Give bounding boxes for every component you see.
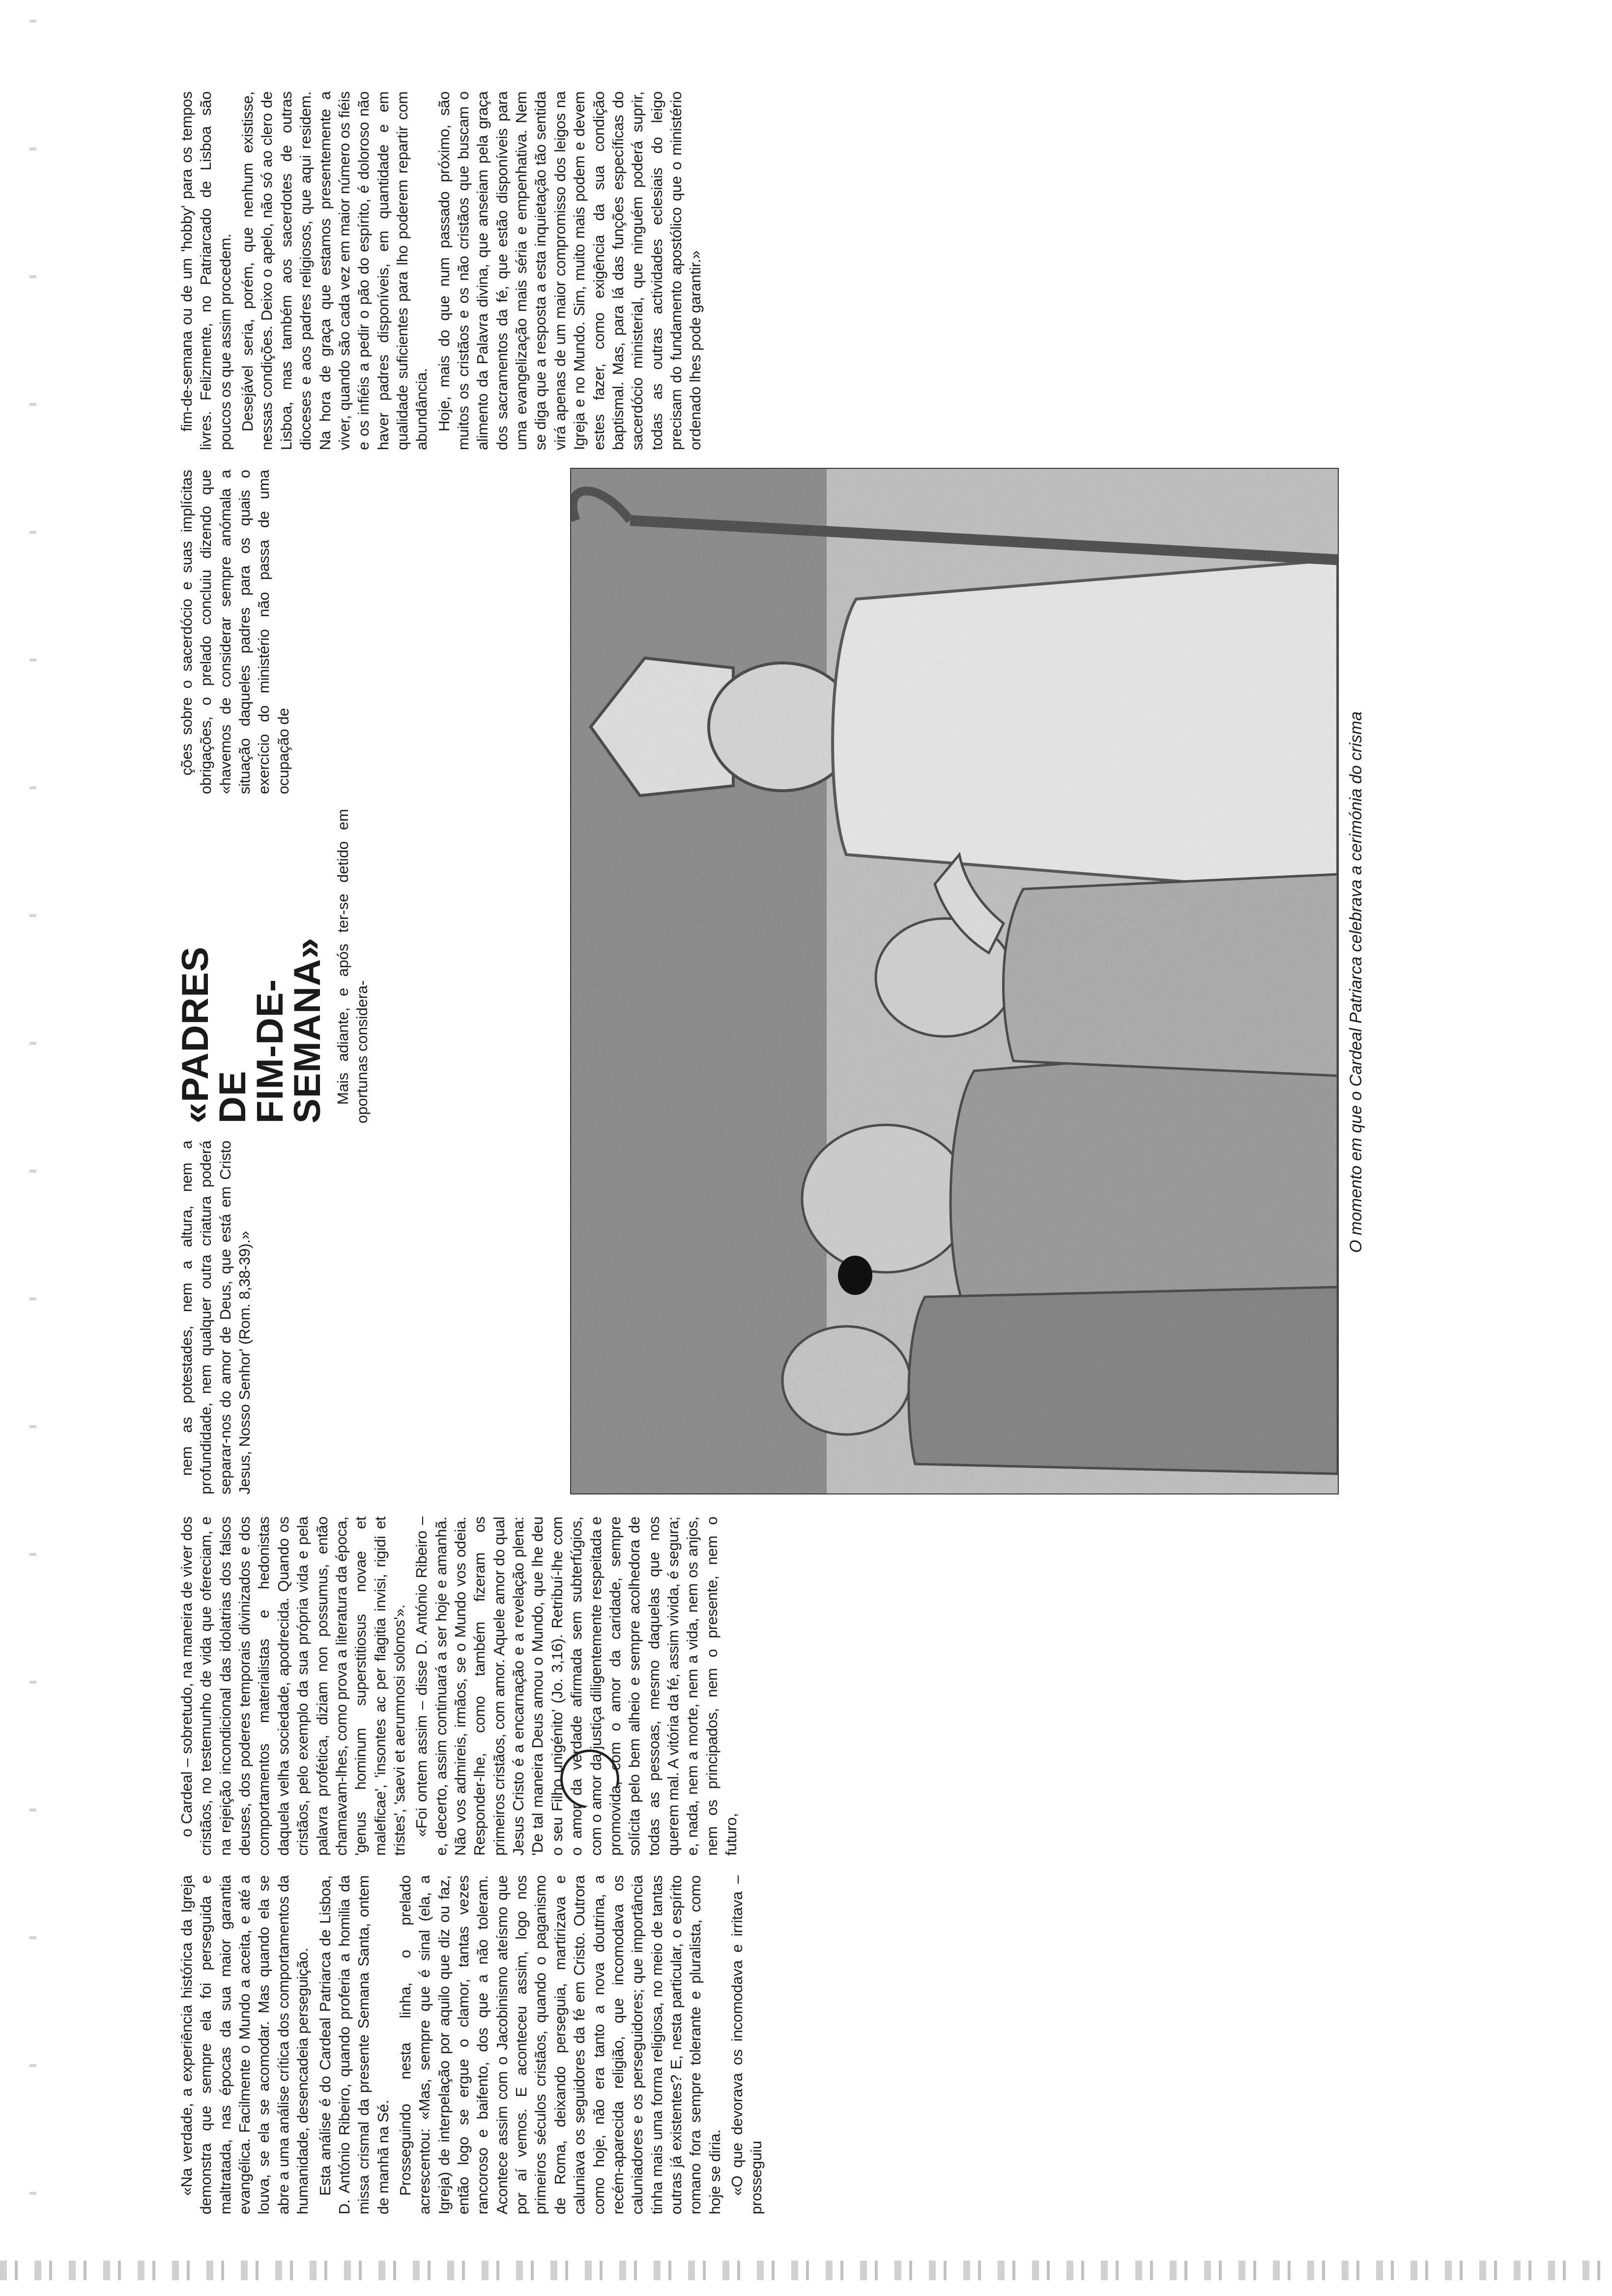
subheadline: [174, 809, 328, 1123]
subheadline-line: «PADRES: [174, 946, 216, 1123]
scan-noise: [29, 20, 36, 2231]
paragraph: «Foi ontem assim – disse D. António Ribeiro – e, decerto, assim continuará a ser hoje e amanhã. Não vos admireis, irmãos, se o Mundo vos odeia. Responder-lhe, como também fizeram os primeiros cristãos, com amor. Aquele amor do qual Jesus Cristo é a encarnação e a revelação plena: 'De tal maneira Deus amou o Mundo, que lhe deu o seu Filho unigénito' (Jo. 3,16). Retribuí-lhe com o amor da verdade afirmada sem subterfúgios, com o amor da justiça diligentemente respeitada e promovida, com o amor da caridade, sempre solícita pelo bem alheio e sempre acolhedora de todas as pessoas, mesmo daquelas que nos querem mal. A vitória da fé, assim vivida, é segura; e, nada, nem a morte, nem a vida, nem os anjos, nem os principados, nem o presente, nem o futuro,: [413, 1517, 740, 1856]
subheadline-block: [174, 809, 372, 1123]
subheadline-line: DE: [212, 1070, 254, 1123]
article-column-5: [177, 91, 708, 450]
photo-caption: O momento em que o Cardeal Patriarca celebrava a cerimónia do crisma: [1347, 711, 1365, 1253]
paragraph: Esta análise é do Cardeal Patriarca de Lisboa, D. António Ribeiro, quando proferia a homilia da missa crismal da presente Semana Santa, ontem de manhã na Sé.: [316, 1875, 392, 2214]
ceremony-photo: [570, 468, 1339, 1494]
paragraph: nem as potestades, nem a altura, nem a profundidade, nem qualquer outra criatura poderá separar-nos do amor de Deus, que está em Cristo Jesus, Nosso Senhor' (Rom. 8,38-39).»: [178, 1141, 254, 1494]
photo-image: [571, 469, 1338, 1493]
ink-blot: [838, 1256, 872, 1295]
article-column-4: [177, 470, 296, 794]
paragraph: ções sobre o sacerdócio e suas implícitas obrigações, o prelado concluiu dizendo que «havemos de considerar sempre anómala a situação daqueles padres para os quais o exercício do ministério não passa de uma ocupação de: [178, 470, 292, 794]
paragraph: «O que devorava os incomodava e irritava – prosseguiu: [728, 1875, 765, 2214]
paragraph: Desejável seria, porém, que nenhum existisse, nessas condições. Deixo o apelo, não só ao clero de Lisboa, mas também aos sacerdotes de outras dioceses e aos padres religiosos, que aqui residem. Na hora de graça que estamos presentemente a viver, quando são cada vez em maior número os fiéis e os infiéis a pedir o pão do espírito, é doloroso não haver padres disponíveis, em quantidade e em qualidade suficientes para lho poderem repartir com abundância.: [239, 91, 431, 450]
paragraph: fim-de-semana ou de um 'hobby' para os tempos livres. Felizmente, no Patriarcado de Lisboa são poucos os que assim procedem.: [178, 91, 234, 450]
article-column-1: [177, 1875, 769, 2214]
paragraph: «Na verdade, a experiência histórica da Igreja demonstra que sempre ela foi perseguida e maltratada, nas épocas da sua maior garantia evangélica. Facilmente o Mundo a aceita, e até a louva, se ela se acomodar. Mas quando ela se abre a uma análise crítica dos comportamentos da humanidade, desencadeia perseguição.: [178, 1875, 312, 2214]
scan-edge-artifact: [0, 2261, 1612, 2280]
article-column-2: [177, 1517, 744, 1856]
newspaper-clipping: [162, 67, 1450, 2229]
article-column-3: [177, 1141, 257, 1494]
paragraph: o Cardeal – sobretudo, na maneira de viver dos cristãos, no testemunho de vida que ofereciam, e na rejeição incondicional das idolatrias dos falsos deuses, dos poderes temporais divinizados e dos comportamentos materialistas e hedonistas daquela velha sociedade, apodrecida. Quando os cristãos, pelo exemplo da sua própria vida e pela palavra profética, diziam non possumus, então chamavam-lhes, como prova a literatura da época, 'genus hominum superstitiosus novae et maleficae', 'insontes ac per flagitia invisi, rigidi et tristes', 'saevi et aerumnosi solonos'».: [178, 1517, 408, 1856]
paragraph: Mais adiante, e após ter-se detido em oportunas considera-: [334, 809, 371, 1123]
paragraph: Prosseguindo nesta linha, o prelado acrescentou: «Mas, sempre que é sinal (ela, a Igreja) de interpelação por aquilo que diz ou faz, então logo se ergue o clamor, tantas vezes rancoroso e baifento, dos que a não toleram. Acontece assim com o Jacobinismo ateísmo que por aí vemos. E aconteceu assim, logo nos primeiros séculos cristãos, quando o paganismo de Roma, deixando perseguia, martirizava e caluniava os seguidores da fé em Cristo. Outrora como hoje, não era tanto a nova doutrina, a recém-aparecida religião, que incomodava os caluniadores e os perseguidores; que importância tinha mais uma forma religiosa, no meio de tantas outras já existentes? E, nesta particular, o espírito romano fora sempre tolerante e pluralista, como hoje se diria.: [396, 1875, 723, 2214]
paragraph: Hoje, mais do que num passado próximo, são muitos os cristãos e os não cristãos que buscam o alimento da Palavra divina, que anseiam pela graça dos sacramentos da fé, que estão disponíveis para uma evangelização mais séria e empenhativa. Nem se diga que a resposta a esta inquietação tão sentida virá apenas de um maior compromisso dos leigos na Igreja e no Mundo. Sim, muito mais podem e devem estes fazer, como exigência da sua condição baptismal. Mas, para lá das funções específicas do sacerdócio ministerial, que ninguém poderá suprir, todas as outras actividades eclesiais do leigo precisam do fundamento apostólico que o ministério ordenado lhes pode garantir.»: [435, 91, 704, 450]
subheadline-line: FIM-DE-SEMANA»: [249, 937, 328, 1123]
